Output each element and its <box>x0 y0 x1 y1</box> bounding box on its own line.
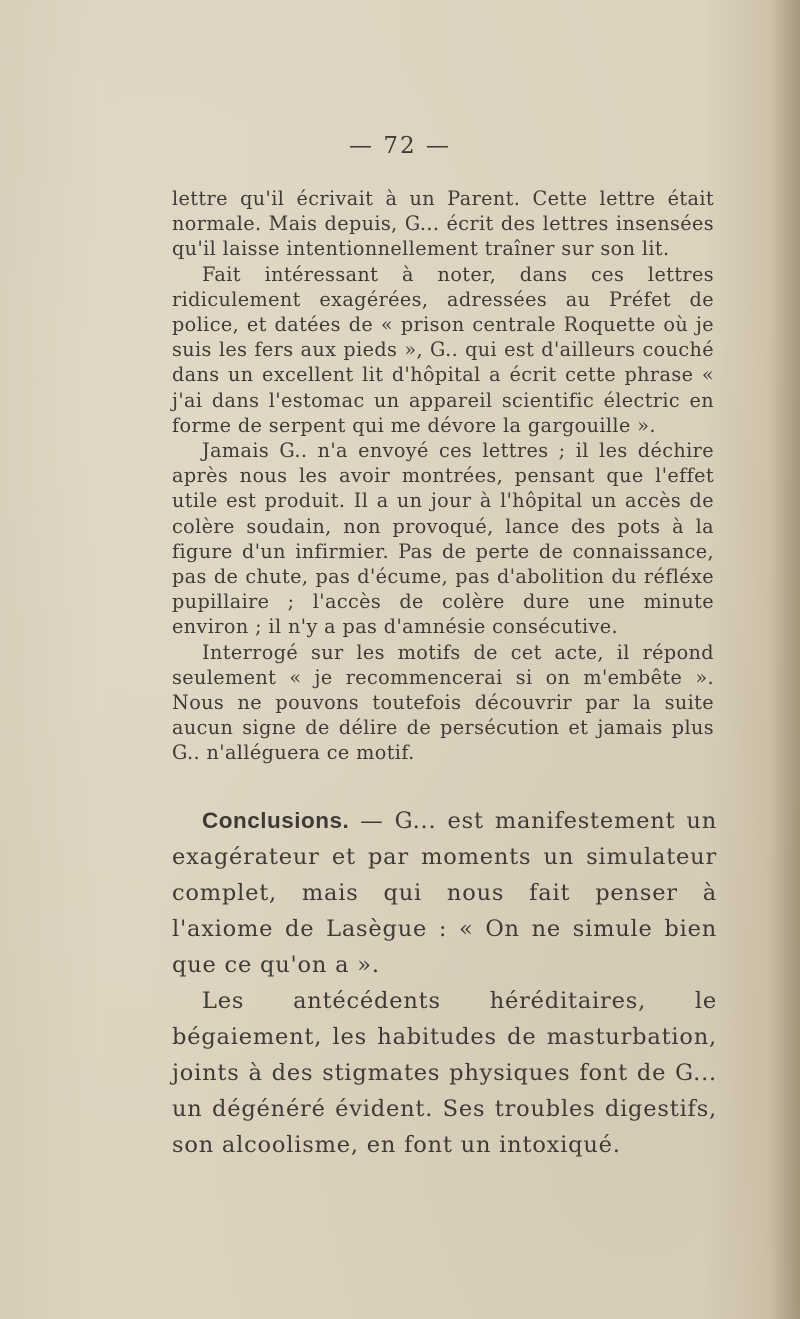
page-edge-shadow <box>770 0 800 1319</box>
paragraph-3: Jamais G.. n'a envoyé ces lettres ; il les déchire après nous les avoir montrées, pensant que l'effet utile est produit. Il a un jour à l'hôpital un accès de colère soudain, non provoqué, lance des pots à la figure d'un infirmier. Pas de perte de connaissance, pas de chute, pas d'écume, pas d'abolition du réfléxe pupillaire ; l'accès de colère dure une minute environ ; il n'y a pas d'amnésie consécutive. <box>172 439 714 639</box>
conclusions-paragraph-1 <box>172 803 717 983</box>
conclusions-section <box>172 803 717 1163</box>
paragraph-1: lettre qu'il écrivait à un Parent. Cette lettre était normale. Mais depuis, G... écrit des lettres insensées qu'il laisse intentionnellement traîner sur son lit. <box>172 187 714 261</box>
paragraph-2: Fait intéressant à noter, dans ces lettres ridiculement exagérées, adressées au Préfet de police, et datées de « prison centrale Roquette où je suis les fers aux pieds », G.. qui est d'ailleurs couché dans un excellent lit d'hôpital a écrit cette phrase « j'ai dans l'estomac un appareil scientific électric en forme de serpent qui me dévore la gargouille ». <box>172 262 714 437</box>
conclusions-paragraph-2: Les antécédents héréditaires, le bégaiement, les habitudes de masturbation, joints à des stigmates physiques font de G... un dégénéré évident. Ses troubles digestifs, son alcoolisme, en font un intoxiqué. <box>172 988 717 1158</box>
paragraph-4: Interrogé sur les motifs de cet acte, il répond seulement « je recommencerai si on m'embête ». Nous ne pouvons toutefois découvrir par la suite aucun signe de délire de persécution et jamais plus G.. n'alléguera ce motif. <box>172 640 714 765</box>
conclusions-text: — G... est manifestement un exagérateur et par moments un simulateur complet, mais qui nous fait penser à l'axiome de Lasègue : « On ne simule bien que ce qu'on a ». <box>172 808 717 978</box>
conclusions-heading: Conclusions. <box>202 808 350 833</box>
page-number: — 72 — <box>349 133 451 159</box>
body-text <box>172 186 714 766</box>
